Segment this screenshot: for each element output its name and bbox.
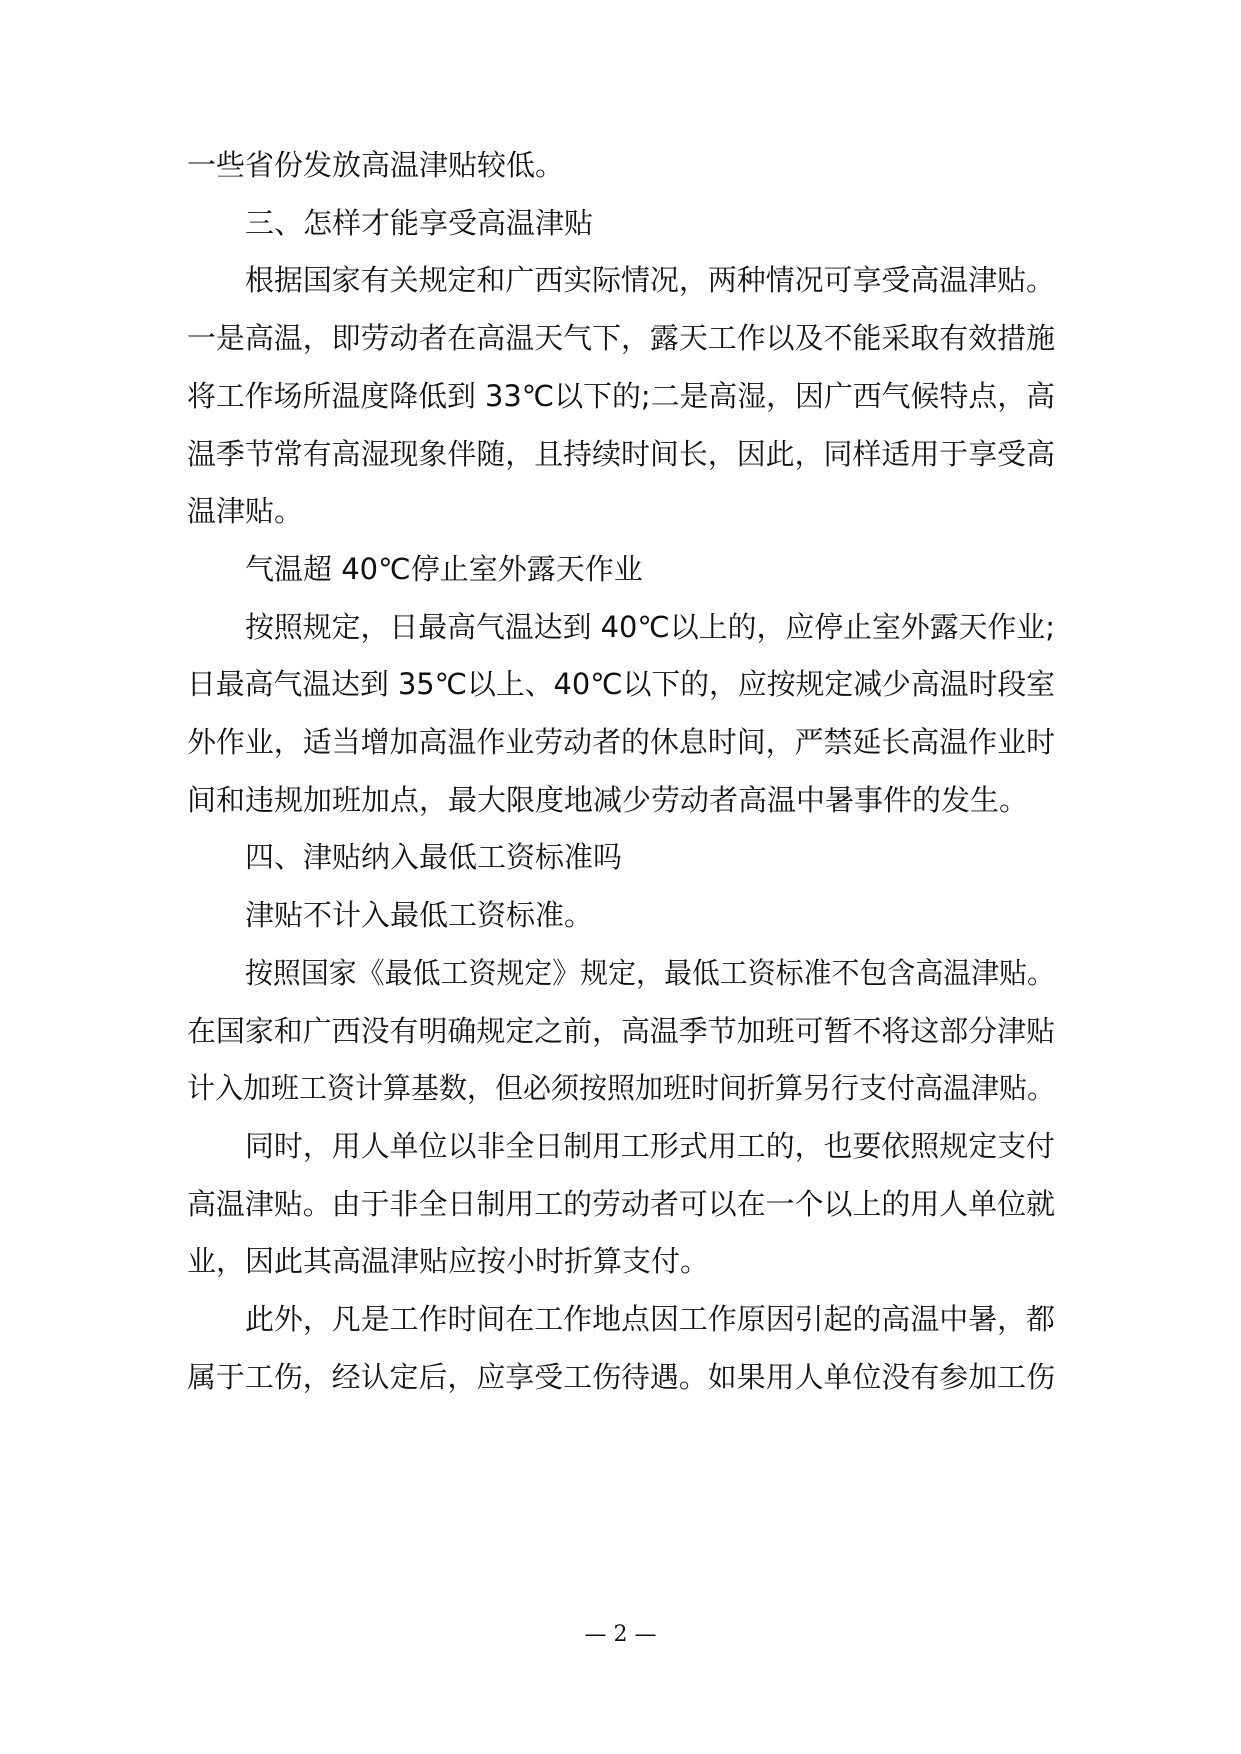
- text-line-content: 根据国家有关规定和广西实际情况，两种情况可享受高温津贴。: [245, 263, 1055, 298]
- text-line-content: 津贴不计入最低工资标准。: [245, 898, 594, 933]
- text-line-content: 四、津贴纳入最低工资标准吗: [245, 840, 623, 875]
- text-line-content: 属于工伤，经认定后，应享受工伤待遇。如果用人单位没有参加工伤: [187, 1359, 1056, 1394]
- text-line-content: 按照规定，日最高气温达到 40℃以上的，应停止室外露天作业;: [245, 609, 1055, 644]
- text-line-content: 在国家和广西没有明确规定之前，高温季节加班可暂不将这部分津贴: [187, 1013, 1056, 1048]
- text-line-content: 高温津贴。由于非全日制用工的劳动者可以在一个以上的用人单位就: [187, 1186, 1056, 1221]
- text-line-content: 业，因此其高温津贴应按小时折算支付。: [187, 1244, 710, 1279]
- text-line-content: 此外，凡是工作时间在工作地点因工作原因引起的高温中暑，都: [245, 1302, 1055, 1336]
- text-line-content: 三、怎样才能享受高温津贴: [245, 205, 594, 240]
- text-line-content: 气温超 40℃停止室外露天作业: [245, 551, 643, 586]
- text-line-content: 同时，用人单位以非全日制用工形式用工的，也要依照规定支付: [245, 1128, 1055, 1163]
- text-line-content: 一些省份发放高温津贴较低。: [187, 148, 565, 182]
- text-line-content: 计入加班工资计算基数，但必须按照加班时间折算另行支付高温津贴。: [187, 1071, 1055, 1106]
- page-number: — 2 —: [584, 1622, 657, 1647]
- text-line-content: 按照国家《最低工资规定》规定，最低工资标准不包含高温津贴。: [245, 955, 1055, 990]
- text-line-content: 温季节常有高湿现象伴随，且持续时间长，因此，同样适用于享受高: [187, 436, 1056, 471]
- text-line-content: 一是高温，即劳动者在高温天气下，露天工作以及不能采取有效措施: [187, 321, 1056, 356]
- text-line-content: 间和违规加班加点，最大限度地减少劳动者高温中暑事件的发生。: [187, 782, 1029, 817]
- text-line-content: 外作业，适当增加高温作业劳动者的休息时间，严禁延长高温作业时: [187, 725, 1056, 759]
- text-line-content: 将工作场所温度降低到 33℃以下的;二是高湿，因广西气候特点，高: [187, 378, 1055, 413]
- text-line-content: 日最高气温达到 35℃以上、40℃以下的，应按规定减少高温时段室: [187, 667, 1056, 702]
- text-line-content: 温津贴。: [187, 494, 304, 529]
